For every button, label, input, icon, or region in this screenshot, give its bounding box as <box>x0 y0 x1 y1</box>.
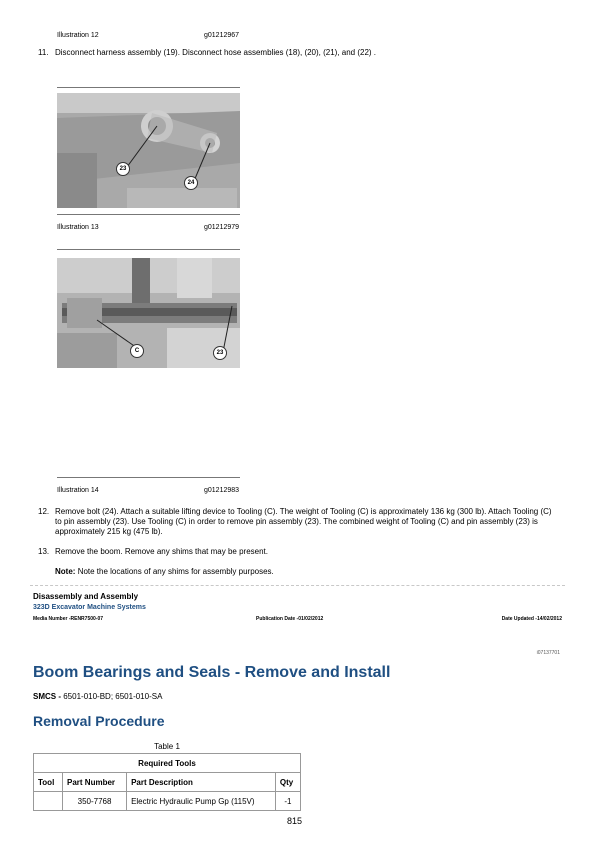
table-cell <box>34 792 63 811</box>
required-tools-table <box>33 753 301 811</box>
step-text: Disconnect harness assembly (19). Disconnect hose assemblies (18), (20), (21), and (22) . <box>55 48 377 57</box>
date-updated: Date Updated -14/02/2012 <box>501 616 562 622</box>
table-caption: Table 1 <box>154 742 180 751</box>
callout-c: C <box>130 344 144 358</box>
column-header: Part Number <box>63 773 127 792</box>
publication-date: Publication Date -01/02/2012 <box>256 616 324 622</box>
divider <box>57 477 240 478</box>
smcs-line <box>33 692 162 701</box>
callout-24: 24 <box>184 176 198 190</box>
divider <box>57 87 240 88</box>
illustration-13-code: g01212979 <box>204 224 240 231</box>
column-header: Part Description <box>127 773 276 792</box>
document-id: i07137701 <box>536 650 560 656</box>
column-header: Qty <box>275 773 300 792</box>
section-separator <box>30 585 565 586</box>
illustration-13-label: Illustration 13 <box>57 224 99 231</box>
step-number: 13. <box>38 547 50 556</box>
illustration-14-label: Illustration 14 <box>57 487 99 494</box>
table-cell: 350-7768 <box>63 792 127 811</box>
note-label: Note: <box>55 567 76 576</box>
divider <box>57 249 240 250</box>
note-text: Note the locations of any shims for assembly purposes. <box>77 567 274 576</box>
illustration-13-photo <box>57 93 240 208</box>
page-number: 815 <box>287 816 303 826</box>
step-number: 11. <box>38 48 49 57</box>
table-header: Required Tools <box>34 754 301 773</box>
table-cell: -1 <box>275 792 300 811</box>
step-text: Remove the boom. Remove any shims that may be present. <box>55 547 268 556</box>
smcs-value: 6501-010-BD; 6501-010-SA <box>63 692 163 701</box>
note <box>55 567 565 577</box>
illustration-14-code: g01212983 <box>204 487 240 494</box>
smcs-label: SMCS - <box>33 692 61 701</box>
table-cell: Electric Hydraulic Pump Gp (115V) <box>127 792 276 811</box>
media-number: Media Number -RENR7500-07 <box>33 616 104 622</box>
illustration-12-label: Illustration 12 <box>57 32 99 39</box>
illustration-12-code: g01212967 <box>204 32 240 39</box>
illustration-14-photo <box>57 258 240 368</box>
table-row <box>34 792 301 811</box>
column-header: Tool <box>34 773 63 792</box>
step-text: Remove bolt (24). Attach a suitable lifting device to Tooling (C). The weight of Tooling (C) is approximately 136 kg (300 lb). Attach Tooling (C) to pin assembly (23). Use Tooling (C) in order to remove pin assembly (23). The combined weight of Tooling (C) and pin assembly (23) is approximately 215 kg (475 lb). <box>55 507 552 536</box>
callout-23: 23 <box>116 162 130 176</box>
machine-name: 323D Excavator Machine Systems <box>33 604 146 611</box>
section-name: Disassembly and Assembly <box>33 592 139 601</box>
section-subtitle: Removal Procedure <box>33 713 165 729</box>
page-title: Boom Bearings and Seals - Remove and Install <box>33 664 391 681</box>
divider <box>57 214 240 215</box>
step-number: 12. <box>38 507 50 516</box>
callout-23: 23 <box>213 346 227 360</box>
